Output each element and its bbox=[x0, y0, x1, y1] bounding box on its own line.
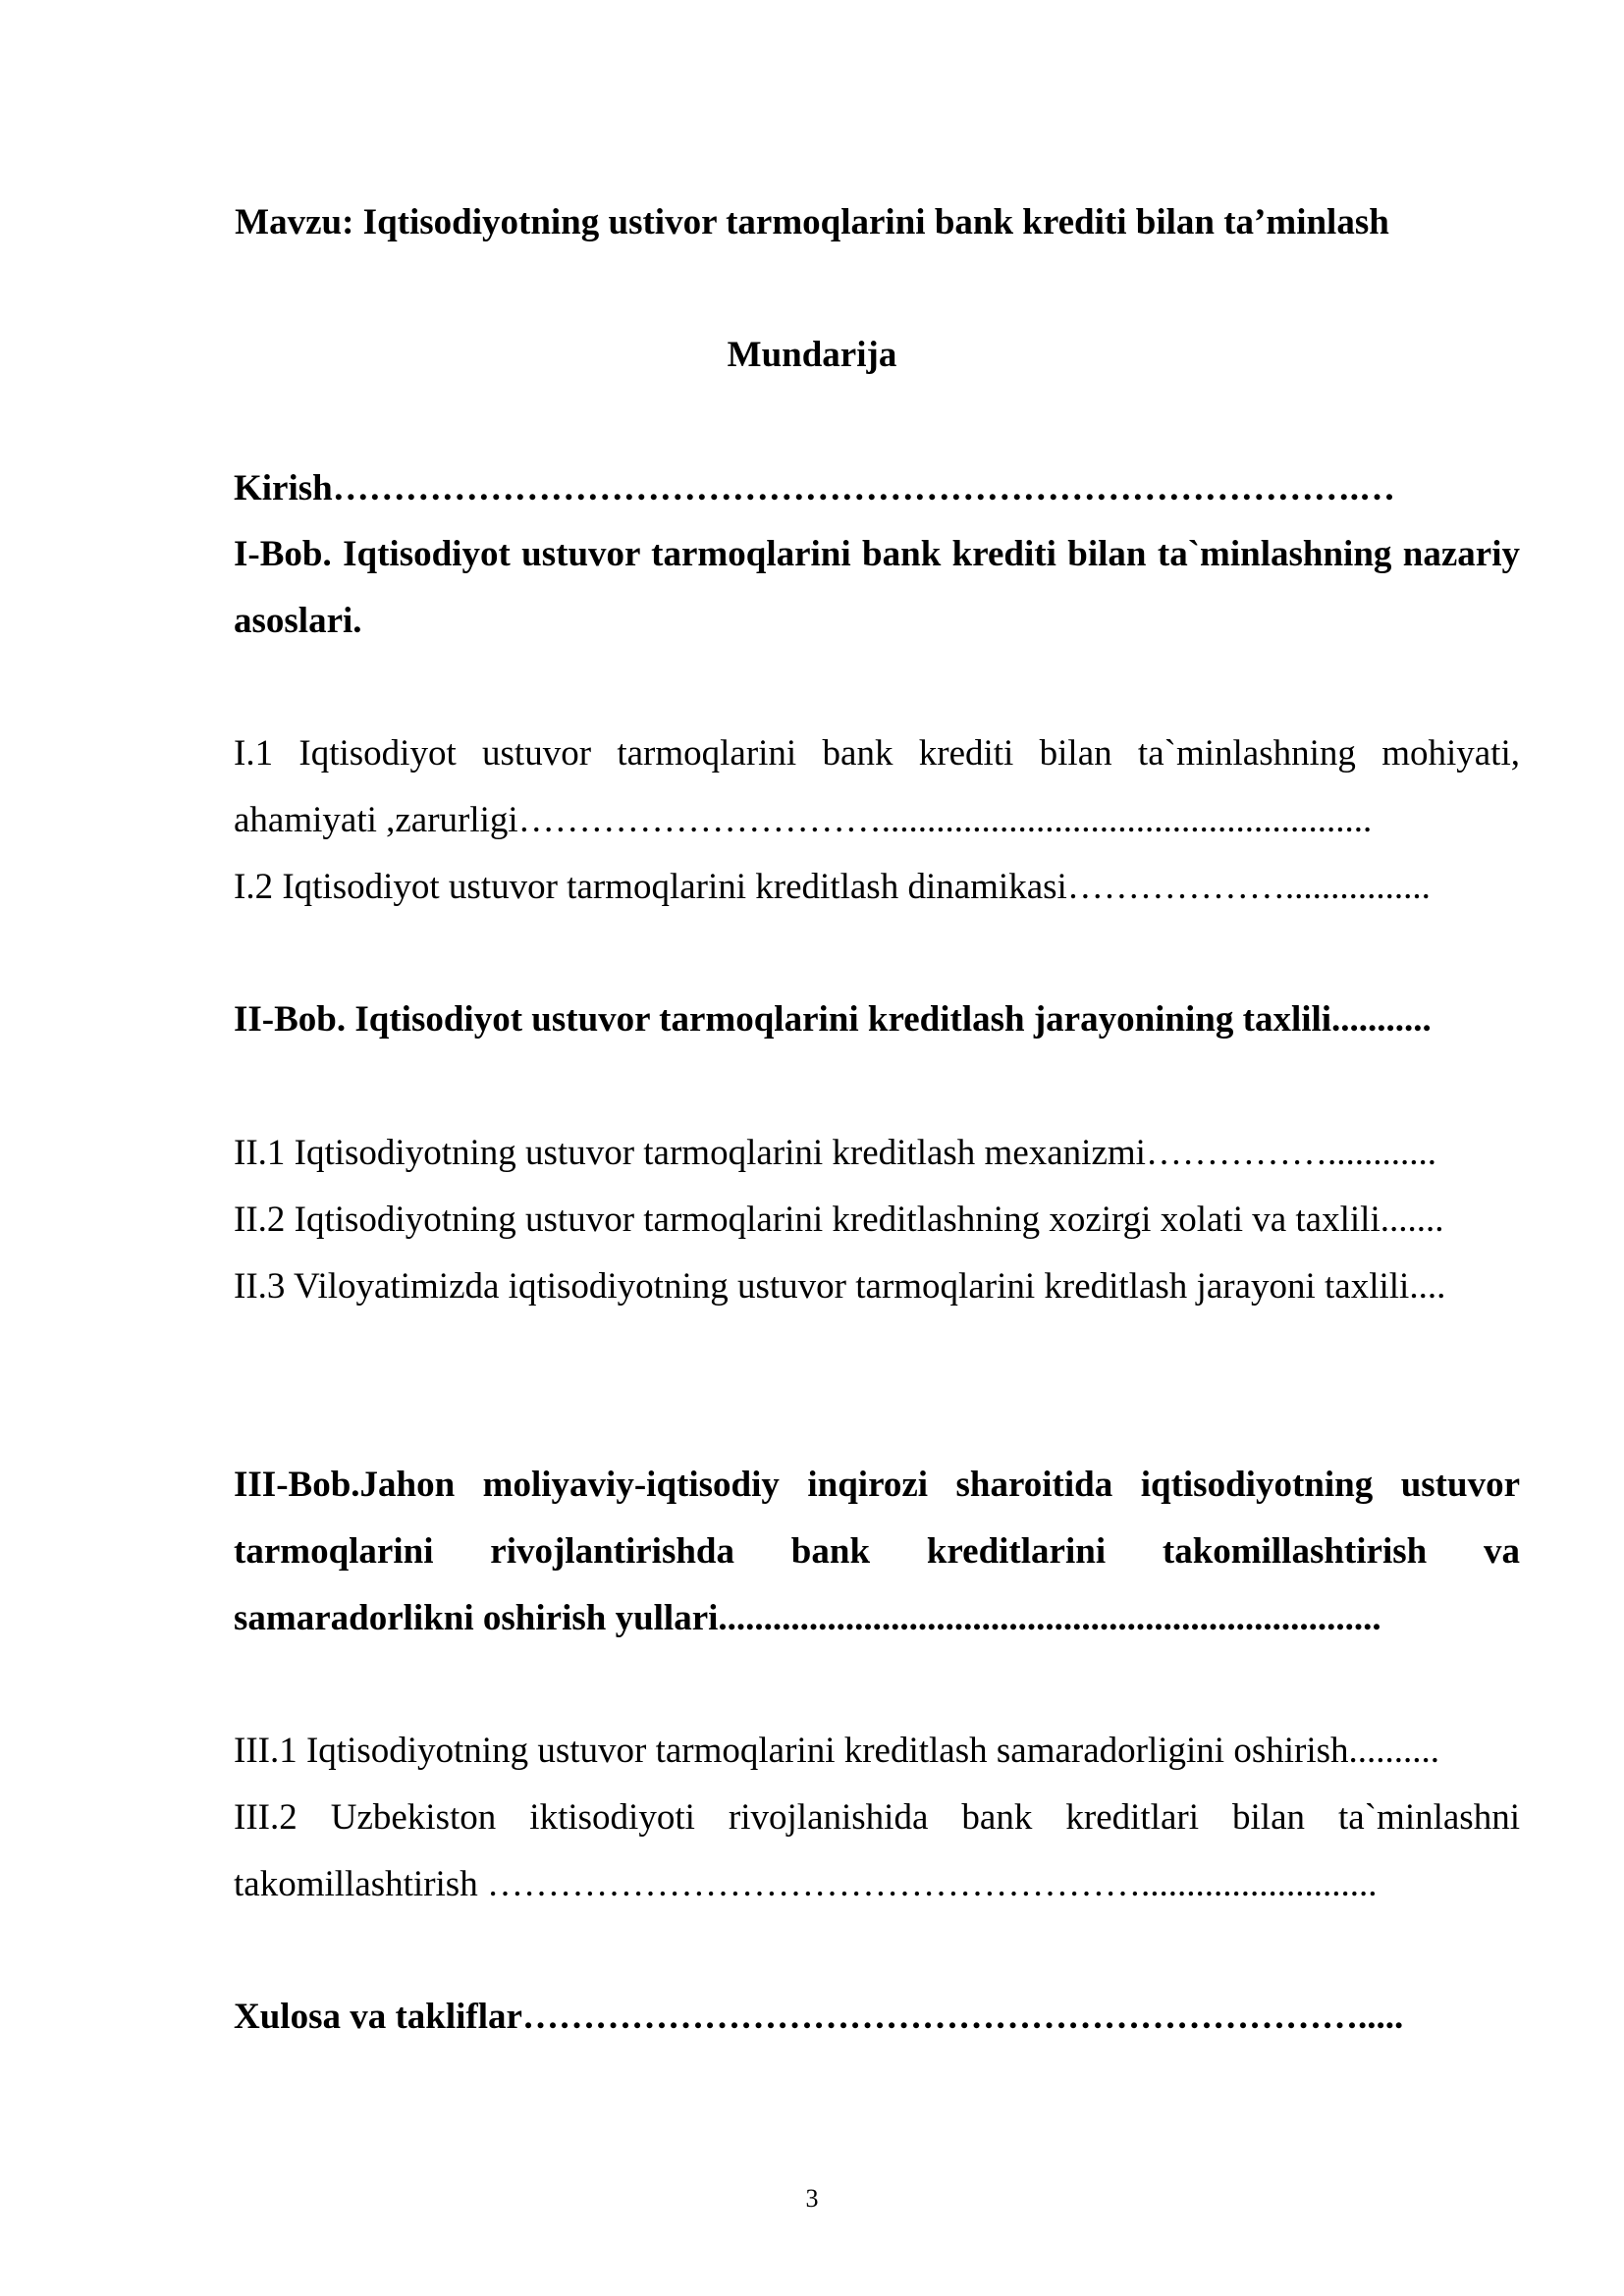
toc-entry-section-2-2: II.2 Iqtisodiyotning ustuvor tarmoqlarini kreditlashning xozirgi xolati va taxlili....... bbox=[234, 1200, 1444, 1240]
chapter-1-title: . Iqtisodiyot ustuvor tarmoqlarini bank krediti bilan ta`minlashning nazariy asoslari. bbox=[234, 534, 1520, 641]
toc-entry-section-1-2: I.2 Iqtisodiyot ustuvor tarmoqlarini kreditlash dinamikasi………………................ bbox=[234, 867, 1431, 907]
toc-entry-kirish: Kirish………………………………………………………………………….… bbox=[234, 468, 1395, 508]
toc-entry-section-3-1: III.1 Iqtisodiyotning ustuvor tarmoqlarini kreditlash samaradorligini oshirish.......... bbox=[234, 1731, 1440, 1771]
document-title: Mavzu: Iqtisodiyotning ustivor tarmoqlarini bank krediti bilan ta’minlash bbox=[235, 202, 1389, 242]
chapter-1-prefix: I-Bob bbox=[234, 534, 323, 574]
toc-entry-section-2-3: II.3 Viloyatimizda iqtisodiyotning ustuvor tarmoqlarini kreditlash jarayoni taxlili.... bbox=[234, 1266, 1446, 1307]
toc-entry-conclusion: Xulosa va takliflar……………………………………………………………..... bbox=[234, 1997, 1404, 2037]
toc-entry-section-2-1: II.1 Iqtisodiyotning ustuvor tarmoqlarini kreditlash mexanizmi……………............ bbox=[234, 1133, 1436, 1173]
toc-entry-chapter-3: III-Bob.Jahon moliyaviy-iqtisodiy inqirozi sharoitida iqtisodiyotning ustuvor tarmoqlarini rivojlantirishda bank kreditlarini takomillashtirish va samaradorlikni oshirish yullari......................................................................... bbox=[234, 1465, 1520, 1638]
toc-entry-chapter-1 bbox=[234, 521, 1520, 655]
page-number: 3 bbox=[805, 2184, 819, 2213]
toc-entry-section-3-2: III.2 Uzbekiston iktisodiyoti rivojlanishida bank kreditlari bilan ta`minlashni takomillashtirish ……………………………………………….......................... bbox=[234, 1797, 1520, 1904]
toc-entry-chapter-2: II-Bob. Iqtisodiyot ustuvor tarmoqlarini kreditlash jarayonining taxlili........... bbox=[234, 999, 1432, 1040]
toc-entry-section-1-1: I.1 Iqtisodiyot ustuvor tarmoqlarini bank krediti bilan ta`minlashning mohiyati, ahamiyati ,zarurligi…………………………...................................................... bbox=[234, 733, 1520, 840]
toc-heading: Mundarija bbox=[727, 335, 897, 375]
